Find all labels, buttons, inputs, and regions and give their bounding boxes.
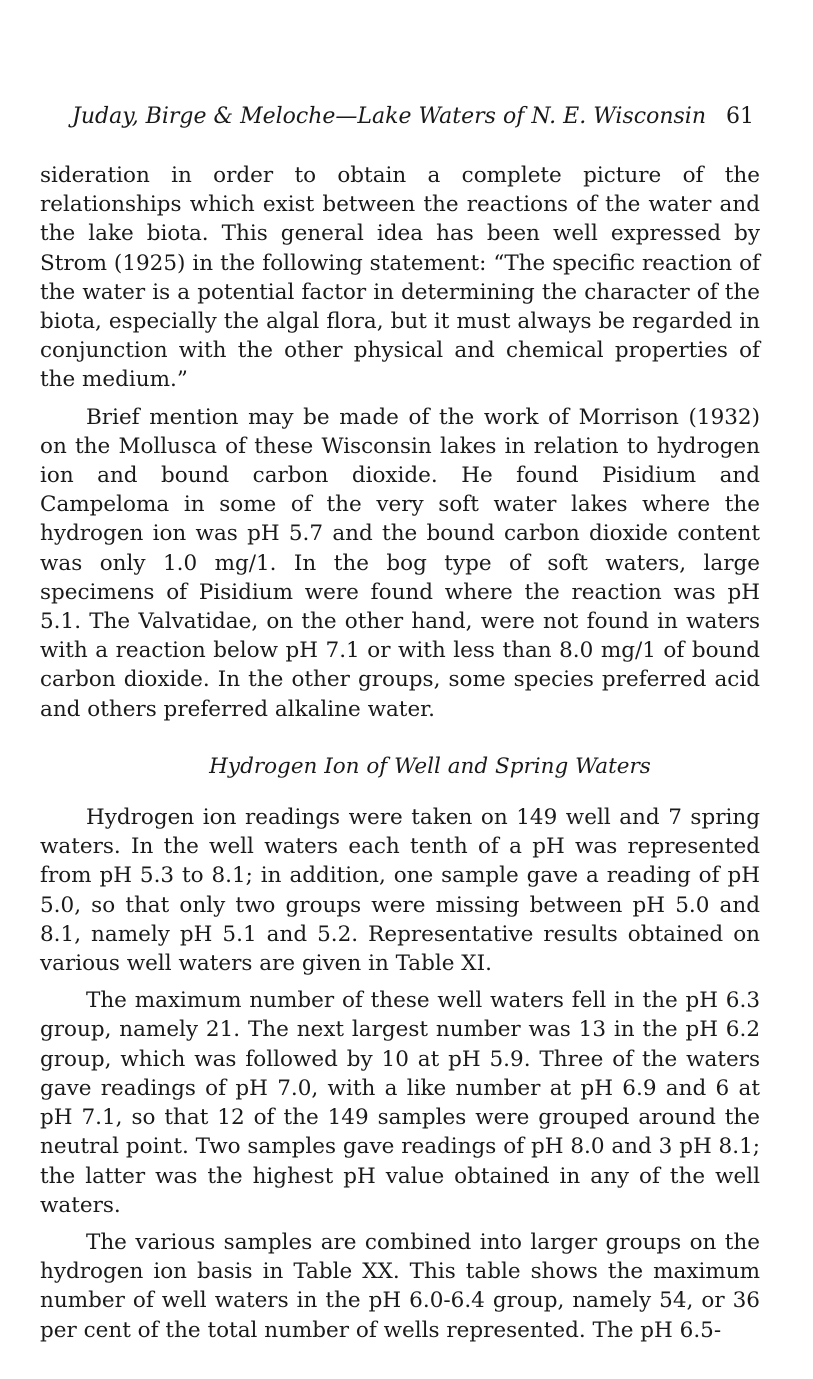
- paragraph-readings: Hydrogen ion readings were taken on 149 well and 7 spring waters. In the well waters each tenth of a pH was represented from pH 5.3 to 8.1; in addition, one sample gave a reading of pH 5.0, so that only two groups were missing between pH 5.0 and 8.1, namely pH 5.1 and 5.2. Representative results obtained on various well waters are given in Table XI.: [40, 805, 760, 977]
- body-text: [40, 161, 760, 1353]
- running-header: [72, 104, 756, 136]
- running-title: Juday, Birge & Meloche—Lake Waters of N. E. Wisconsin: [72, 104, 706, 129]
- paragraph-morrison: Brief mention may be made of the work of Morrison (1932) on the Mollusca of these Wisconsin lakes in relation to hydrogen ion and bound carbon dioxide. He found Pisidium and Campeloma in some of the very soft water lakes where the hydrogen ion was pH 5.7 and the bound carbon dioxide content was only 1.0 mg/1. In the bog type of soft waters, large specimens of Pisidium were found where the reaction was pH 5.1. The Valvatidae, on the other hand, were not found in waters with a reaction below pH 7.1 or with less than 8.0 mg/1 of bound carbon dioxide. In the other groups, some species preferred acid and others preferred alkaline water.: [40, 404, 760, 722]
- paragraph-maximum: The maximum number of these well waters fell in the pH 6.3 group, namely 21. The next largest number was 13 in the pH 6.2 group, which was followed by 10 at pH 5.9. Three of the waters gave readings of pH 7.0, with a like number at pH 6.9 and 6 at pH 7.1, so that 12 of the 149 samples were grouped around the neutral point. Two samples gave readings of pH 8.0 and 3 pH 8.1; the latter was the highest pH value obtained in any of the well waters.: [40, 988, 760, 1218]
- paragraph-continued: sideration in order to obtain a complete picture of the relationships which exist between the reactions of the water and the lake biota. This general idea has been well expressed by Strom (1925) in the following statement: “The specific reaction of the water is a potential factor in determining the character of the biota, especially the algal flora, but it must always be regarded in conjunction with the other physical and chemical properties of the medium.”: [40, 163, 760, 393]
- paragraph-groups: The various samples are combined into larger groups on the hydrogen ion basis in Table XX. This table shows the maximum number of well waters in the pH 6.0-6.4 group, namely 54, or 36 per cent of the total number of wells represented. The pH 6.5-: [40, 1229, 760, 1343]
- section-heading: Hydrogen Ion of Well and Spring Waters: [209, 753, 651, 779]
- page-number: 61: [726, 104, 754, 129]
